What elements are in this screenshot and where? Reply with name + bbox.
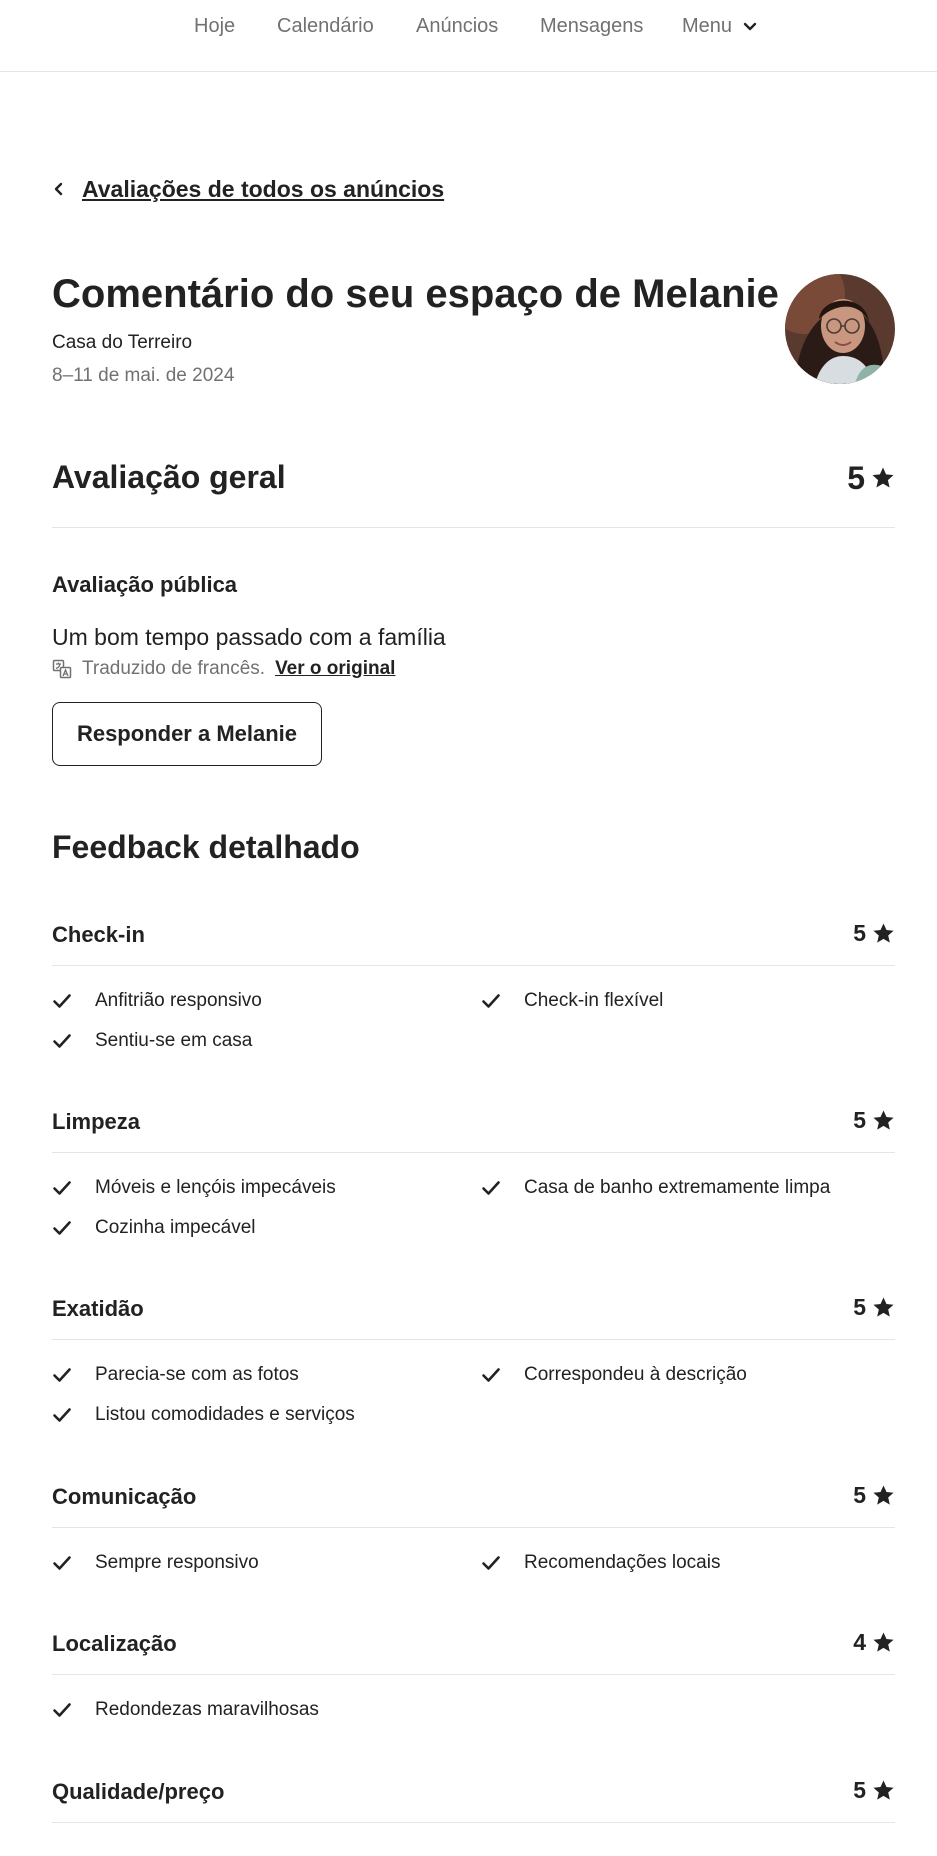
star-icon <box>872 1484 895 1507</box>
nav-item-calendar[interactable]: Calendário <box>277 15 374 37</box>
check-icon <box>52 1405 72 1425</box>
feedback-item <box>481 988 663 1014</box>
feedback-section-score <box>853 1105 895 1135</box>
back-to-all-reviews-link[interactable] <box>52 174 444 204</box>
feedback-score-value: 5 <box>853 920 866 946</box>
star-icon <box>872 1296 895 1319</box>
feedback-item-label: Parecia-se com as fotos <box>95 1364 299 1385</box>
check-icon <box>481 1178 501 1198</box>
top-nav <box>0 0 937 72</box>
feedback-section-score <box>853 1775 895 1805</box>
show-original-link[interactable]: Ver o original <box>275 658 396 679</box>
translation-note <box>52 656 395 682</box>
feedback-section-label: Comunicação <box>52 1484 197 1509</box>
feedback-item <box>52 1697 319 1723</box>
guest-avatar[interactable] <box>785 274 895 384</box>
check-icon <box>52 991 72 1011</box>
feedback-section-label: Localização <box>52 1631 177 1656</box>
feedback-section <box>52 1601 895 1720</box>
feedback-section-header <box>52 1079 895 1153</box>
feedback-item-label: Casa de banho extremamente limpa <box>524 1177 831 1198</box>
nav-menu-button[interactable] <box>682 12 758 40</box>
check-icon <box>481 1553 501 1573</box>
feedback-section <box>52 892 895 1051</box>
feedback-item <box>52 988 262 1014</box>
feedback-item <box>52 1402 355 1428</box>
feedback-section-header <box>52 1266 895 1340</box>
nav-item-messages[interactable]: Mensagens <box>540 15 644 37</box>
star-icon <box>872 1779 895 1802</box>
public-review-title: Avaliação pública <box>52 572 238 597</box>
feedback-section-label: Limpeza <box>52 1109 141 1134</box>
feedback-item-label: Listou comodidades e serviços <box>95 1404 355 1425</box>
stay-dates: 8–11 de mai. de 2024 <box>52 365 235 386</box>
listing-name: Casa do Terreiro <box>52 332 193 353</box>
nav-item-today[interactable]: Hoje <box>194 15 236 37</box>
feedback-item-label: Cozinha impecável <box>95 1217 256 1238</box>
star-icon <box>871 466 895 490</box>
feedback-item <box>52 1215 256 1241</box>
nav-item-listings[interactable]: Anúncios <box>416 15 499 37</box>
feedback-item-label: Móveis e lençóis impecáveis <box>95 1177 336 1198</box>
feedback-section-label: Qualidade/preço <box>52 1779 225 1804</box>
translate-icon <box>52 659 72 679</box>
feedback-item-label: Redondezas maravilhosas <box>95 1699 319 1720</box>
divider <box>52 527 895 528</box>
feedback-section <box>52 1079 895 1238</box>
check-icon <box>52 1178 72 1198</box>
check-icon <box>481 1365 501 1385</box>
check-icon <box>52 1553 72 1573</box>
star-icon <box>872 922 895 945</box>
nav-menu-label: Menu <box>682 15 733 37</box>
feedback-item <box>481 1175 830 1201</box>
feedback-item-label: Recomendações locais <box>524 1552 721 1573</box>
feedback-score-value: 5 <box>853 1107 866 1133</box>
check-icon <box>481 991 501 1011</box>
check-icon <box>52 1700 72 1720</box>
feedback-section <box>52 1266 895 1425</box>
feedback-item-label: Sempre responsivo <box>95 1552 259 1573</box>
feedback-section-score <box>853 918 895 948</box>
guest-photo <box>785 274 895 384</box>
chevron-left-icon <box>52 182 66 196</box>
feedback-item <box>481 1362 747 1388</box>
translation-note-text: Traduzido de francês. <box>82 658 266 679</box>
review-comment: Um bom tempo passado com a família <box>52 624 446 650</box>
check-icon <box>52 1031 72 1051</box>
reply-button[interactable]: Responder a Melanie <box>52 702 322 766</box>
feedback-item <box>52 1028 252 1054</box>
feedback-score-value: 5 <box>853 1482 866 1508</box>
feedback-item-label: Correspondeu à descrição <box>524 1364 747 1385</box>
feedback-item <box>481 1550 720 1576</box>
feedback-item <box>52 1362 299 1388</box>
overall-rating-score <box>847 457 895 499</box>
feedback-score-value: 5 <box>853 1294 866 1320</box>
feedback-score-value: 5 <box>853 1777 866 1803</box>
feedback-item-label: Anfitrião responsivo <box>95 990 262 1011</box>
feedback-section-score <box>853 1292 895 1322</box>
feedback-section-header <box>52 1601 895 1675</box>
feedback-item-label: Sentiu-se em casa <box>95 1030 253 1051</box>
check-icon <box>52 1365 72 1385</box>
back-link-label: Avaliações de todos os anúncios <box>82 176 445 202</box>
feedback-section-header <box>52 1454 895 1528</box>
feedback-item <box>52 1550 259 1576</box>
feedback-section-header <box>52 892 895 966</box>
star-icon <box>872 1631 895 1654</box>
feedback-section-label: Check-in <box>52 922 145 947</box>
star-icon <box>872 1109 895 1132</box>
feedback-section-score <box>853 1480 895 1510</box>
detailed-feedback-title: Feedback detalhado <box>52 829 360 865</box>
feedback-section <box>52 1454 895 1573</box>
feedback-section <box>52 1749 895 1823</box>
feedback-item <box>52 1175 336 1201</box>
check-icon <box>52 1218 72 1238</box>
chevron-down-icon <box>742 18 758 34</box>
feedback-section-header <box>52 1749 895 1823</box>
overall-rating-label: Avaliação geral <box>52 459 286 495</box>
feedback-section-score <box>853 1627 895 1657</box>
feedback-section-label: Exatidão <box>52 1296 144 1321</box>
feedback-score-value: 4 <box>853 1629 866 1655</box>
feedback-item-label: Check-in flexível <box>524 990 664 1011</box>
page-title: Comentário do seu espaço de Melanie <box>52 272 779 316</box>
overall-score-value: 5 <box>847 460 865 496</box>
